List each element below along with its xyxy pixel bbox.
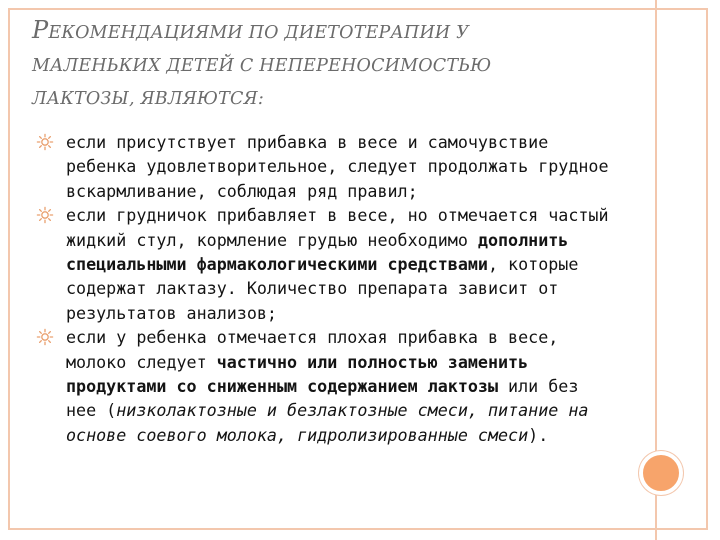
- title-line-2: МАЛЕНЬКИХ ДЕТЕЙ С НЕПЕРЕНОСИМОСТЬЮ: [32, 56, 492, 76]
- slide-title: [32, 14, 632, 116]
- sun-bullet-icon: [36, 328, 54, 346]
- sun-bullet-icon: [36, 133, 54, 151]
- recommendation-list: [42, 130, 617, 447]
- sun-bullet-icon: [36, 206, 54, 224]
- title-line-3: ЛАКТОЗЫ, ЯВЛЯЮТСЯ:: [32, 89, 264, 109]
- list-item-text: если присутствует прибавка в весе и самочувствие ребенка удовлетворительное, следует продолжать грудное вскармливание, соблюдая ряд правил;: [66, 132, 609, 201]
- orange-circle-decoration: [639, 451, 683, 495]
- list-item-text: если у ребенка отмечается плохая прибавка в весе, молоко следует: [66, 327, 559, 372]
- list-item-text: частично или полностью заменить продуктами со сниженным содержанием лактозы: [66, 351, 529, 397]
- list-item-text: низколактозные и безлактозные смеси, питание на основе соевого молока, гидролизированные смеси: [66, 400, 589, 445]
- title-initial-letter: Р: [32, 16, 49, 44]
- title-line-1-text: ЕКОМЕНДАЦИЯМИ ПО ДИЕТОТЕРАПИИ У: [48, 23, 469, 43]
- list-item-text: , которые содержат лактазу. Количество препарата зависит от результатов анализов;: [66, 254, 579, 323]
- title-line-1: [32, 14, 632, 50]
- list-item: [42, 130, 617, 203]
- list-item-text: или без нее (: [66, 376, 579, 421]
- list-item-text: ).: [528, 424, 549, 445]
- list-item: [42, 203, 617, 325]
- list-item-text: дополнить специальными фармакологическими средствами: [66, 229, 569, 275]
- list-item: [42, 325, 617, 447]
- list-item-text: если грудничок прибавляет в весе, но отмечается частый жидкий стул, кормление грудью необходимо: [66, 205, 609, 250]
